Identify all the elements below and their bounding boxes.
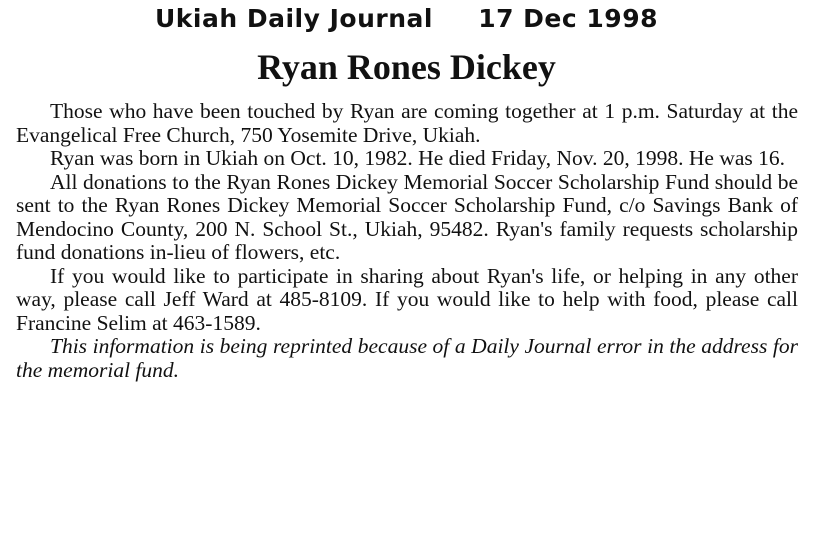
paragraph-service: Those who have been touched by Ryan are coming together at 1 p.m. Saturday at the Evangelical Free Church, 750 Yosemite Drive, Ukiah.: [16, 99, 798, 147]
paragraph-contact: If you would like to participate in sharing about Ryan's life, or helping in any other way, please call Jeff Ward at 485-8109. If you would like to help with food, please call Francine Selim at 463-1589.: [16, 263, 798, 335]
clipping-header: [0, 4, 813, 33]
obituary-title: Ryan Rones Dickey: [257, 47, 556, 87]
paragraph-donations: All donations to the Ryan Rones Dickey Memorial Soccer Scholarship Fund should be sent to the Ryan Rones Dickey Memorial Soccer Scholarship Fund, c/o Savings Bank of Mendocino County, 200 N. School St., Ukiah, 95482. Ryan's family requests scholarship fund donations in-lieu of flowers, etc.: [16, 169, 798, 264]
paragraph-birth-death: Ryan was born in Ukiah on Oct. 10, 1982. He died Friday, Nov. 20, 1998. He was 16.: [50, 146, 786, 170]
publication-name: Ukiah Daily Journal: [154, 4, 433, 33]
obituary-body: [16, 100, 798, 382]
paragraph-reprint-note: This information is being reprinted because of a Daily Journal error in the address for the memorial fund.: [16, 334, 798, 382]
publication-date: 17 Dec 1998: [478, 4, 658, 33]
